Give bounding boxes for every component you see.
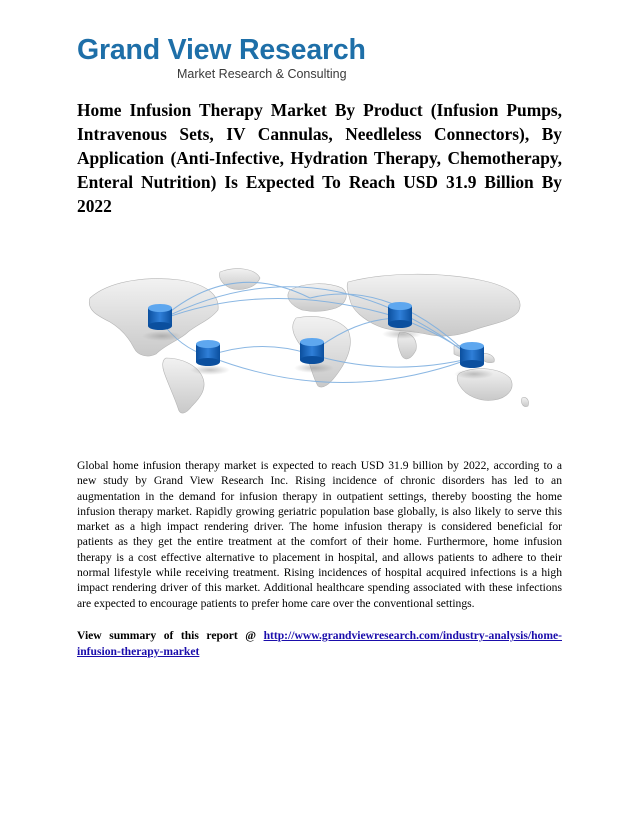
report-title: Home Infusion Therapy Market By Product (Infusion Pumps, Intravenous Sets, IV Cannulas, Needleless Connectors), By Application (Anti-Infective, Hydration Therapy, Chemotherapy, Enteral Nutrition) Is Expected To Reach USD 31.9 Billion By 2022: [77, 100, 562, 216]
database-icon: [148, 304, 172, 330]
database-icon: [388, 302, 412, 328]
report-summary-paragraph: Global home infusion therapy market is expected to reach USD 31.9 billion by 2022, according to a new study by Grand View Research Inc. Rising incidence of chronic disorders has led to an augmentation in the demand for infusion therapy in outpatient settings, thereby boosting the home infusion therapy market. Rapidly growing geriatric population base globally, is also likely to serve this market as a high impact rendering driver. The home infusion therapy is considered beneficial for patients as they get the entire treatment at the comfort of their home. Furthermore, home infusion therapy is a cost effective alternative to placement in hospital, and allows patients to adhere to their normal lifestyle while receiving treatment. Rising incidences of hospital acquired infections is a high impact rendering driver of this market. Additional healthcare spending associated with these infections are expected to encourage patients to prefer home care over the conventional settings.: [77, 459, 562, 610]
logo-tagline: Market Research & Consulting: [177, 67, 347, 81]
database-icon: [300, 338, 324, 364]
logo-brand-name: Grand View Research: [77, 34, 366, 66]
world-map-database-network-icon: [70, 258, 570, 418]
report-link-paragraph: [77, 628, 562, 660]
database-icon: [196, 340, 220, 366]
report-link-prefix: View summary of this report @: [77, 629, 264, 642]
database-icon: [460, 342, 484, 368]
report-url-link[interactable]: http://www.grandviewresearch.com/industry-analysis/home-infusion-therapy-market: [77, 629, 562, 658]
company-logo: [77, 33, 377, 83]
